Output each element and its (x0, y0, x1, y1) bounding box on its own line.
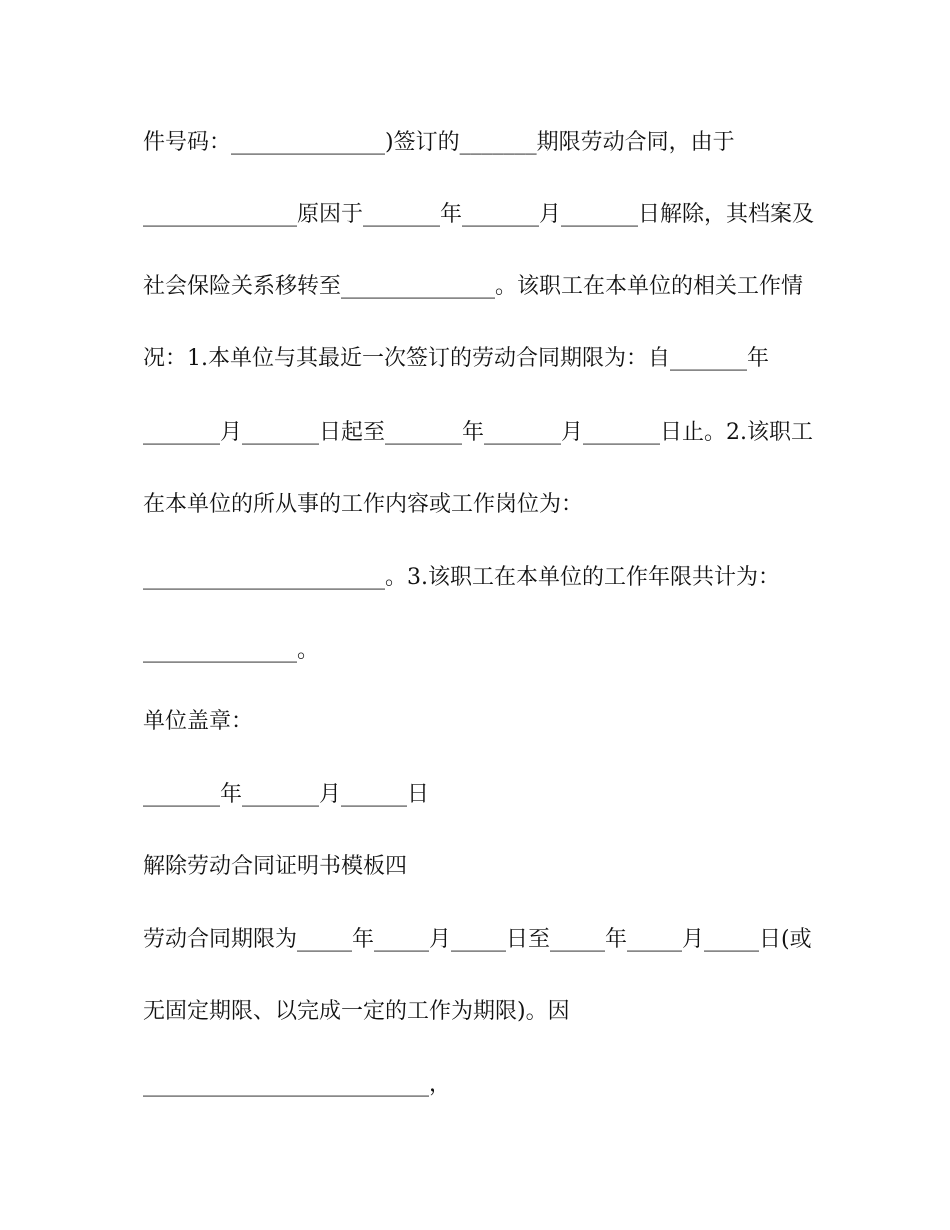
paragraph-line-6: 在本单位的所从事的工作内容或工作岗位为： (143, 492, 584, 517)
section-heading: 解除劳动合同证明书模板四 (143, 854, 408, 879)
paragraph-line-14: __________________________， (143, 1072, 452, 1097)
paragraph-line-12: 劳动合同期限为_____年_____月_____日至_____年_____月_____日(或 (143, 927, 812, 952)
paragraph-line-7: ______________________。3.该职工在本单位的工作年限共计为： (143, 565, 780, 590)
date-line: _______年_______月______日 (143, 782, 430, 807)
paragraph-line-13: 无固定期限、以完成一定的工作为期限)。因 (143, 999, 570, 1024)
paragraph-line-5: _______月_______日起至_______年_______月_______日止。2.该职工 (143, 420, 813, 445)
unit-seal-label: 单位盖章： (143, 709, 254, 734)
paragraph-line-8: ______________。 (143, 638, 320, 663)
paragraph-line-3: 社会保险关系移转至______________。该职工在本单位的相关工作情 (143, 274, 804, 299)
paragraph-line-1: 件号码：______________)签订的_______期限劳动合同，由于 (143, 130, 735, 155)
paragraph-line-2: ______________原因于_______年_______月_______日解除，其档案及 (143, 202, 815, 227)
paragraph-line-4: 况：1.本单位与其最近一次签订的劳动合同期限为：自_______年 (143, 346, 769, 371)
